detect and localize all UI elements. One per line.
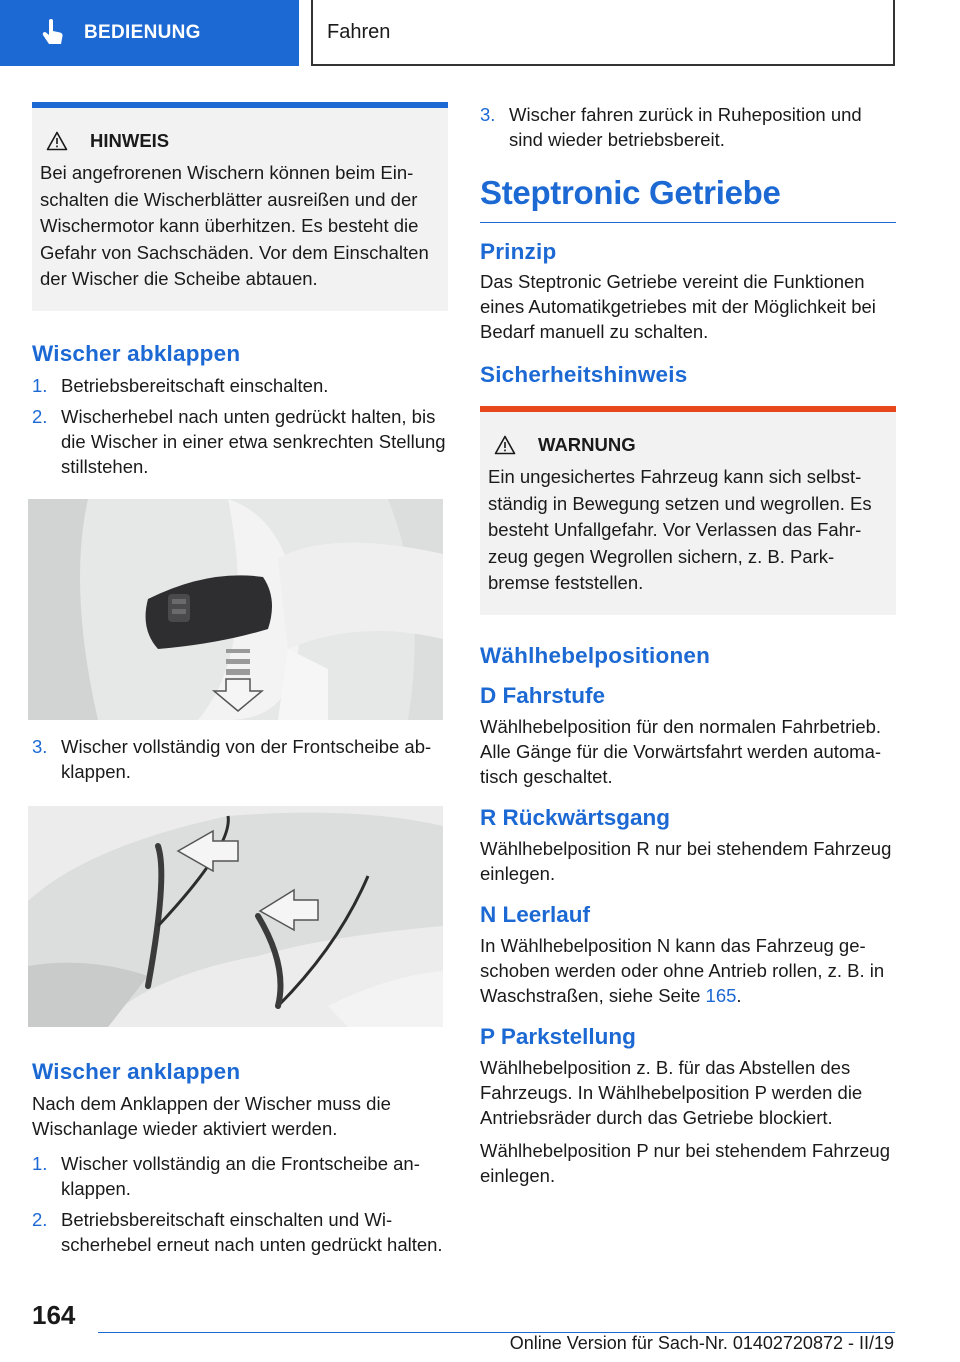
chapter-header <box>311 0 895 66</box>
heading-p-parkstellung: P Parkstellung <box>480 1023 636 1049</box>
left-column <box>32 102 448 1263</box>
note-text: Bei angefrorenen Wischern können beim Einschalten die Wischerblätter ausreißen und der Wischermotor kann überhitzen. Es besteht die Gefahr von Sachschäden. Vor dem Einschalten der Wischer die Scheibe abtauen. <box>40 162 429 289</box>
heading-wischer-anklappen: Wischer anklappen <box>32 1058 241 1084</box>
note-box <box>32 102 448 311</box>
list-item: 1. Betriebsbereitschaft einschalten. <box>32 374 329 396</box>
warning-triangle-icon <box>46 131 68 151</box>
heading-d-fahrstufe: D Fahrstufe <box>480 682 606 708</box>
warning-text: Ein ungesichertes Fahrzeug kann sich selbstständig in Bewegung setzen und wegrollen. Es besteht Unfallgefahr. Vor Verlassen das Fahrzeug gegen Wegrollen sichern, z. B. Parkbremse feststellen. <box>488 466 872 593</box>
section-label: BEDIENUNG <box>84 22 201 43</box>
page-title: Steptronic Getriebe <box>480 174 896 223</box>
chapter-label: Fahren <box>327 20 391 43</box>
list-item: 3. Wischer vollständig von der Frontscheibe abklappen. <box>32 735 432 782</box>
list-item: 1. Wischer vollständig an die Frontscheibe anklappen. <box>32 1152 420 1199</box>
warning-box <box>480 406 896 615</box>
warning-triangle-icon <box>494 435 516 455</box>
heading-n-leerlauf: N Leerlauf <box>480 901 591 927</box>
right-column <box>480 102 896 1188</box>
windscreen-wiper-image <box>28 806 443 1027</box>
list-item: 3. Wischer fahren zurück in Ruheposition und sind wieder betriebsbereit. <box>480 104 862 150</box>
heading-wischer-abklappen: Wischer abklappen <box>32 340 241 366</box>
heading-sicherheitshinweis: Sicherheitshinweis <box>480 362 688 387</box>
fold-down-steps <box>32 373 448 479</box>
heading-prinzip: Prinzip <box>480 239 557 264</box>
fold-up-intro: Nach dem Anklappen der Wischer muss die Wischanlage wieder aktiviert werden. <box>32 1092 391 1139</box>
list-item: 2. Wischerhebel nach unten gedrückt halten, bis die Wischer in einer etwa senkrechten Stellung stillstehen. <box>32 405 446 477</box>
page-number: 164 <box>32 1300 76 1330</box>
section-tab <box>0 0 299 66</box>
principle-text: Das Steptronic Getriebe vereint die Funktionen eines Automatikgetriebes mit der Möglichkeit bei Bedarf manuell zu schalten. <box>480 271 876 342</box>
p-text-1: Wählhebelposition z. B. für das Abstellen des Fahrzeugs. In Wählhebelposition P werden die Antriebsräder durch das Getriebe blockiert. <box>480 1056 863 1128</box>
heading-r-rueckwaertsgang: R Rückwärtsgang <box>480 804 671 830</box>
d-text: Wählhebelposition für den normalen Fahrbetrieb. Alle Gänge für die Vorwärtsfahrt werden automatisch geschaltet. <box>480 715 882 787</box>
n-text: In Wählhebelposition N kann das Fahrzeug geschoben werden oder ohne Antrieb rollen, z. B. in Waschstraßen, siehe Seite 165. <box>480 934 885 1006</box>
p-text-2: Wählhebelposition P nur bei stehendem Fahrzeug einlegen. <box>480 1139 890 1186</box>
wiper-lever-image <box>28 499 443 720</box>
fold-down-step-3-continued <box>480 102 896 152</box>
footer-text: Online Version für Sach-Nr. 01402720872 - II/19 <box>509 1333 894 1353</box>
list-item: 2. Betriebsbereitschaft einschalten und Wischerhebel erneut nach unten gedrückt halten. <box>32 1208 443 1255</box>
fold-up-steps <box>32 1151 448 1257</box>
r-text: Wählhebelposition R nur bei stehendem Fahrzeug einlegen. <box>480 837 892 884</box>
heading-waehlhebelpositionen: Wählhebelpositionen <box>480 642 711 668</box>
note-title: HINWEIS <box>90 130 170 151</box>
fold-down-step-3 <box>32 734 448 784</box>
hand-pointer-icon <box>38 18 68 48</box>
page-link-165[interactable]: 165 <box>705 984 737 1006</box>
warning-title: WARNUNG <box>538 434 636 455</box>
